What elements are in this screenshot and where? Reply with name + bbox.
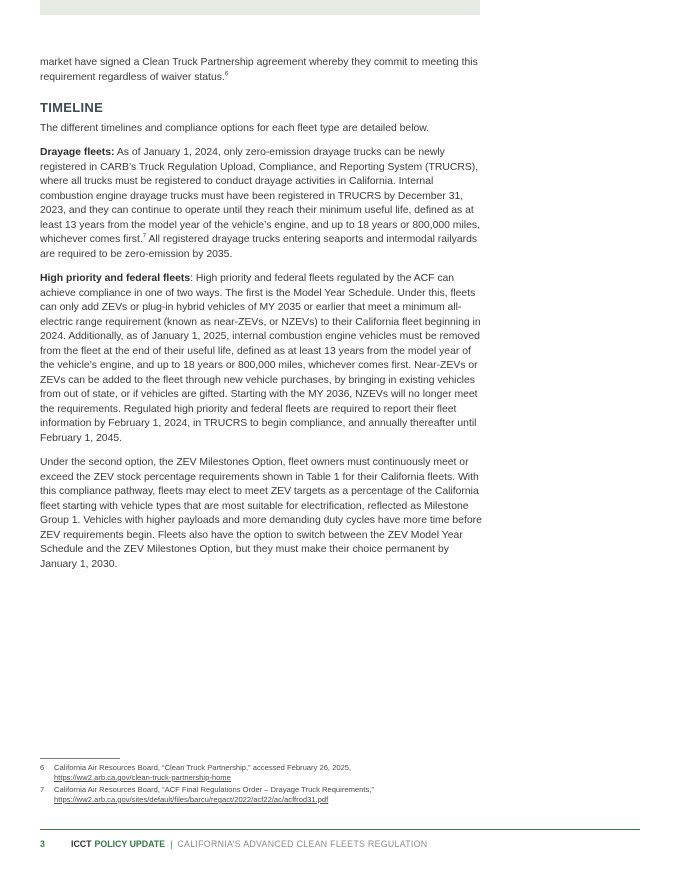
- footnote-text: California Air Resources Board, “ACF Final Regulations Order – Drayage Truck Requirements,”: [54, 785, 374, 794]
- section-heading: TIMELINE: [40, 100, 104, 115]
- drayage-paragraph: [40, 146, 482, 262]
- priority-text: : High priority and federal fleets regulated by the ACF can achieve compliance in one of two ways. The first is the Model Year Schedule. Under this, fleets can only add ZEVs or plug-in hybrid vehicles of MY 2035 or earlier that meet a minimum all-electric range requirement (known as near-ZEVs, or NZEVs) to their California fleet beginning in 2024. Additionally, as of January 1, 2025, internal combustion engine vehicles must be removed from the fleet at the end of their useful life, defined as at least 13 years from the model year of the vehicle’s engine, and up to 18 years or 800,000 miles, whichever comes first. Near-ZEVs or ZEVs can be added to the fleet through new vehicle purchases, by bringing in existing vehicles from out of state, or if vehicles are gifted. Starting with the MY 2036, NZEVs will no longer meet the requirements. Regulated high priority and federal fleets are required to report their fleet information by February 1, 2024, in TRUCRS to begin compliance, and annually thereafter until February 1, 2045.: [40, 273, 481, 444]
- footer-org: ICCT: [71, 839, 92, 849]
- footer-series: POLICY UPDATE: [94, 839, 166, 849]
- footer-divider: [40, 829, 640, 830]
- priority-label: High priority and federal fleets: [40, 273, 191, 284]
- footnote-6: [40, 763, 480, 783]
- footnote-divider: [40, 758, 120, 759]
- main-content: [40, 56, 482, 582]
- drayage-text-end: All registered drayage trucks entering seaports and intermodal railyards are required to be zero-emission by 2035.: [40, 234, 478, 260]
- timeline-lead: The different timelines and compliance options for each fleet type are detailed below.: [40, 122, 430, 134]
- footnote-ref-7[interactable]: 7: [142, 233, 147, 240]
- page-number: 3: [40, 839, 45, 849]
- footnote-link[interactable]: https://ww2.arb.ca.gov/clean-truck-partnership-home: [54, 773, 231, 782]
- drayage-label: Drayage fleets:: [40, 147, 115, 158]
- intro-text: market have signed a Clean Truck Partnership agreement whereby they commit to meeting this requirement regardless of waiver status.: [40, 57, 478, 83]
- footer-separator: |: [170, 839, 173, 849]
- footer-doc-title: CALIFORNIA’S ADVANCED CLEAN FLEETS REGULATION: [177, 839, 428, 849]
- drayage-text: As of January 1, 2024, only zero-emission drayage trucks can be newly registered in CARB’s Truck Regulation Upload, Compliance, and Reporting System (TRUCRS), where all trucks must be registered to conduct drayage activities in California. Internal combustion engine drayage trucks must have been registered in TRUCRS by December 31, 2023, and they can continue to operate until they reach their minimum useful life, defined as at least 13 years from the model year of the vehicle’s engine, and up to 18 years or 800,000 miles, whichever comes first.: [40, 147, 480, 245]
- milestones-paragraph: Under the second option, the ZEV Milestones Option, fleet owners must continuously meet or exceed the ZEV stock percentage requirements shown in Table 1 for their California fleets. With this compliance pathway, fleets may elect to meet ZEV targets as a percentage of the California fleet starting with vehicle types that are most suitable for electrification, reflected as Milestone Group 1. Vehicles with higher payloads and more demanding duty cycles have more time before ZEV requirements begin. Fleets also have the option to switch between the ZEV Model Year Schedule and the ZEV Milestones Option, but they must make their choice permanent by January 1, 2030.: [40, 457, 482, 570]
- page-footer: [40, 838, 640, 850]
- footnote-number: 6: [40, 763, 45, 772]
- footnote-text: California Air Resources Board, “Clean Truck Partnership,” accessed February 26, 2025,: [54, 763, 352, 772]
- footnote-link[interactable]: https://ww2.arb.ca.gov/sites/default/files/barcu/regact/2022/acf22/ac/acffrod31.pdf: [54, 795, 329, 804]
- footnote-ref-6[interactable]: 6: [224, 71, 229, 78]
- footnote-7: [40, 785, 480, 805]
- priority-paragraph: [40, 272, 482, 446]
- intro-paragraph: [40, 56, 482, 85]
- footnote-number: 7: [40, 785, 45, 794]
- footnotes: [40, 763, 480, 807]
- top-band: [40, 0, 480, 15]
